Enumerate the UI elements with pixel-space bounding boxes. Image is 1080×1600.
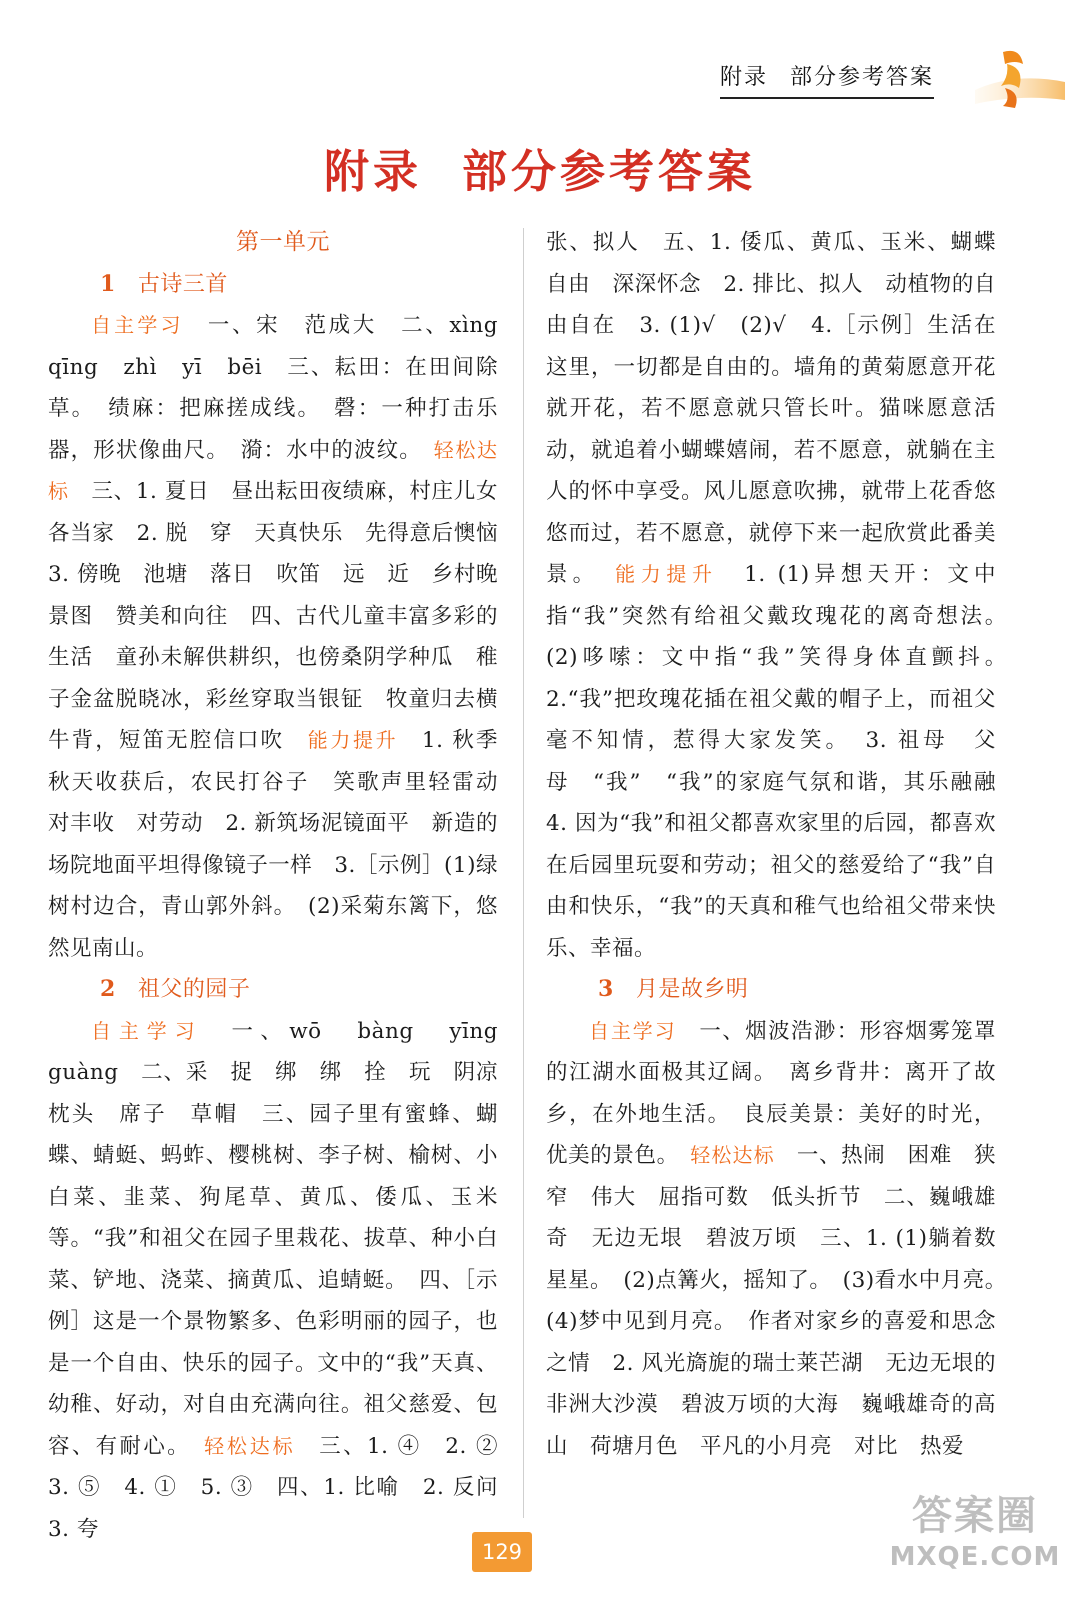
column-divider xyxy=(523,228,524,1518)
section-label: 轻松达标 xyxy=(48,437,498,503)
answer-paragraph xyxy=(546,222,1019,969)
section-label: 轻松达标 xyxy=(690,1143,775,1167)
section-label: 自主学习 xyxy=(91,1018,203,1043)
left-column xyxy=(48,222,521,1550)
lesson-number: 3 xyxy=(598,976,614,1002)
answer-text: 一、热闹 困难 狭窄 伟大 屈指可数 低头折节 二、巍峨雄奇 无边无垠 碧波万顷 三、1. (1)躺着数星星。 (2)点篝火，摇知了。 (3)看水中月亮。 (4)梦中见到月亮。 作者对家乡的喜爱和思念之情 2. 风光旖旎的瑞士莱芒湖 无边无垠的非洲大沙漠 碧波万顷的大海 巍峨雄奇的高山 荷塘月色 平凡的小月亮 对比 热爱 xyxy=(546,1143,1019,1459)
corner-decoration-icon xyxy=(975,42,1070,117)
watermark-logo xyxy=(880,1490,1070,1590)
page-title-right: 部分参考答案 xyxy=(462,145,757,198)
page-number: 129 xyxy=(472,1532,532,1572)
section-label: 轻松达标 xyxy=(204,1433,296,1458)
section-label: 能力提升 xyxy=(615,562,718,586)
section-label: 自主学习 xyxy=(91,313,184,337)
answer-paragraph xyxy=(546,1011,1019,1468)
watermark-line-2: MXQE.COM xyxy=(889,1542,1061,1572)
answer-text: 一、宋 范成大 二、xìng qīng zhì yī bēi 三、耘田：在田间除草。 绩麻：把麻搓成线。 磬：一种打击乐器，形状像曲尺。 漪：水中的波纹。 xyxy=(48,313,498,463)
lesson-number: 2 xyxy=(100,976,116,1002)
lesson-title: 古诗三首 xyxy=(137,271,228,297)
page-title-left: 附录 xyxy=(323,145,422,198)
answer-text: 1. 秋季 秋天收获后，农民打谷子 笑歌声里轻雷动 对丰收 对劳动 2. 新筑场泥镜面平 新造的场院地面平坦得像镜子一样 3.［示例］(1)绿树村边合，青山郭外斜。 (2)采菊东篱下，悠然见南山。 xyxy=(48,728,521,961)
lesson-title: 祖父的园子 xyxy=(137,977,251,1002)
lesson-heading xyxy=(48,264,498,306)
watermark-line-1: 答案圈 xyxy=(912,1493,1038,1539)
right-column xyxy=(546,222,1019,1467)
lesson-heading xyxy=(546,969,996,1011)
running-header xyxy=(720,60,934,99)
running-header-left: 附录 xyxy=(720,65,769,90)
answer-text: 张、拟人 五、1. 倭瓜、黄瓜、玉米、蝴蝶 自由 深深怀念 2. 排比、拟人 动植物的自由自在 3. (1)√ (2)√ 4.［示例］生活在这里，一切都是自由的。墙角的黄菊愿意开花就开花，若不愿意就只管长叶。猫咪愿意活动，就追着小蝴蝶嬉闹，若不愿意，就躺在主人的怀中享受。风儿愿意吹拂，就带上花香悠悠而过，若不愿意，就停下来一起欣赏此番美景。 xyxy=(546,230,1019,587)
page-title xyxy=(0,135,1080,200)
section-label: 能力提升 xyxy=(307,728,399,752)
lesson-title: 月是故乡明 xyxy=(635,977,749,1002)
lesson-heading xyxy=(48,969,498,1011)
answer-text: 三、1. ④ 2. ② 3. ⑤ 4. ① 5. ③ 四、1. 比喻 2. 反问 3. 夸 xyxy=(48,1433,521,1542)
answer-text: 1. (1)异想天开：文中指“我”突然有给祖父戴玫瑰花的离奇想法。 (2)哆嗦：文中指“我”笑得身体直颤抖。 2.“我”把玫瑰花插在祖父戴的帽子上，而祖父毫不知情，惹得大家发笑。 3. 祖母 父母 “我” “我”的家庭气氛和谐，其乐融融 4. 因为“我”和祖父都喜欢家里的后园，都喜欢在后园里玩耍和劳动；祖父的慈爱给了“我”自由和快乐，“我”的天真和稚气也给祖父带来快乐、幸福。 xyxy=(546,562,1019,961)
answer-paragraph xyxy=(48,305,521,969)
section-label: 自主学习 xyxy=(589,1018,677,1043)
answer-text: 三、1. 夏日 昼出耘田夜绩麻，村庄儿女各当家 2. 脱 穿 天真快乐 先得意后懊恼 3. 傍晚 池塘 落日 吹笛 远 近 乡村晚景图 赞美和向往 四、古代儿童丰富多彩的生活 童孙未解供耕织，也傍桑阴学种瓜 稚子金盆脱晓冰，彩丝穿取当银钲 牧童归去横牛背，短笛无腔信口吹 xyxy=(48,479,521,753)
answer-text: 一、烟波浩渺：形容烟雾笼罩的江湖水面极其辽阔。 离乡背井：离开了故乡，在外地生活。 良辰美景：美好的时光，优美的景色。 xyxy=(546,1018,996,1168)
answer-text: 一、wō bàng yīng guàng 二、采 捉 绑 绑 拴 玩 阴凉 枕头 席子 草帽 三、园子里有蜜蜂、蝴蝶、蜻蜓、蚂蚱、樱桃树、李子树、榆树、小白菜、韭菜、狗尾草、黄瓜、倭瓜、玉米等。“我”和祖父在园子里栽花、拔草、种小白菜、铲地、浇菜、摘黄瓜、追蜻蜓。 四、［示例］这是一个景物繁多、色彩明丽的园子，也是一个自由、快乐的园子。文中的“我”天真、幼稚、好动，对自由充满向往。祖父慈爱、包容、有耐心。 xyxy=(48,1018,521,1459)
lesson-number: 1 xyxy=(100,270,116,297)
unit-heading: 第一单元 xyxy=(236,229,330,255)
answer-paragraph xyxy=(48,1011,521,1551)
running-header-right: 部分参考答案 xyxy=(790,65,935,90)
